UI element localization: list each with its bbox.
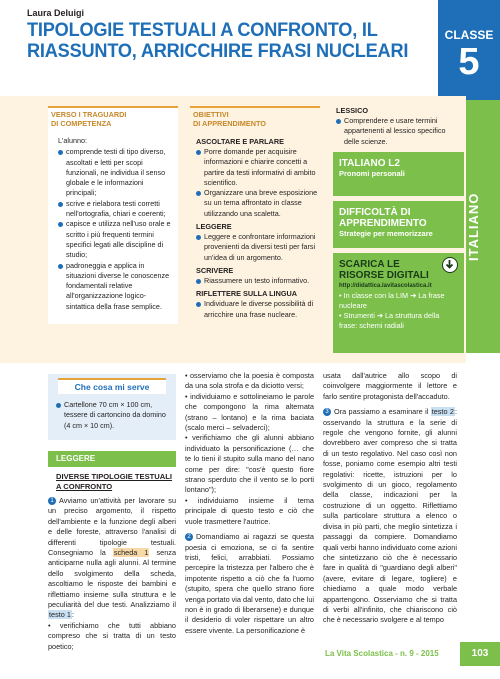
step-number: 1 xyxy=(48,497,56,505)
page-number: 103 xyxy=(460,642,500,666)
paragraph-text: senza anticiparne nulla agli alunni. Al termine dello svolgimento della scheda, ascoltiamo le risposte dei bambini e riflettiamo insieme sulla struttura e le peculiarità del due testi. Analizziamo il xyxy=(48,548,177,610)
traguardi-caption-line2: DI COMPETENZA xyxy=(51,119,112,128)
paragraph xyxy=(185,532,314,636)
italiano-l2-title: ITALIANO L2 xyxy=(339,158,400,169)
section-title-lessico: LESSICO xyxy=(336,106,369,115)
paragraph-text: Domandiamo ai ragazzi se questa poesia ci emoziona, se ci fa sentire tristi, felici, arrabbiati. Possiamo percepire la tristezza per l'albero che è impotente rispetto a ciò che fa l'uomo (stupito, spera che quello strano fiore venga portato via dal vento, dato che lui non è in grado di liberarsene) e dunque il desiderio di voler rispettare un altro essere vivente. La personificazione è xyxy=(185,532,314,635)
lessico-column xyxy=(330,103,460,147)
testo-reference: testo 1 xyxy=(49,610,71,620)
list-item: • osserviamo che la poesia è composta da una sola strofa e da diciotto versi; xyxy=(185,371,314,391)
traguardi-item: capisce e utilizza nell'uso orale e scritto i più frequenti termini specifici legati alle discipline di studio; xyxy=(58,219,172,260)
magazine-footer: La Vita Scolastica - n. 9 - 2015 xyxy=(325,649,439,658)
subject-label: ITALIANO xyxy=(466,192,481,261)
traguardi-caption-line1: VERSO I TRAGUARDI xyxy=(51,110,127,119)
serve-box xyxy=(48,374,176,440)
step-number: 3 xyxy=(323,408,331,416)
paragraph xyxy=(323,407,457,626)
scheda-reference: scheda 1 xyxy=(113,548,149,558)
lessico-item: Comprendere e usare termini appartenenti al lessico specifico delle scienze. xyxy=(336,116,456,147)
paragraph-text: usata dall'autrice allo scopo di coinvolgere maggiormente il lettore e farlo sentire protagonista dell'accaduto. xyxy=(323,371,457,401)
list-item-text: individuiamo e sottolineiamo le parole che compongono la rima alternata (strano – lontano) e la rima baciata (scalo merci – selvaderci); xyxy=(185,391,315,433)
list-item-text: individuiamo insieme il tema principale di questo testo e ciò che vuole trasmettere l'autrice. xyxy=(185,495,314,526)
middle-column xyxy=(185,371,314,636)
obiettivi-caption-line1: OBIETTIVI xyxy=(193,110,229,119)
risorse-item-strumenti-text: Strumenti ➔ La struttura della frase: schemi radiali xyxy=(339,311,440,330)
serve-item: Cartellone 70 cm × 100 cm, tessere di cartoncino da domino (4 cm × 10 cm). xyxy=(56,400,170,431)
risorse-item-lim[interactable]: • In classe con la LIM ➔ La frase nucleare xyxy=(339,291,445,310)
list-item-text: osserviamo che la poesia è composta da una sola strofa e da diciotto versi; xyxy=(185,371,314,391)
class-tab xyxy=(438,0,500,100)
risorse-digitali-box[interactable] xyxy=(333,253,464,353)
class-number: 5 xyxy=(458,41,480,83)
obiettivo-item: Porre domande per acquisire informazioni e chiarire concetti a partire da testi informativi di ambito scientifico. xyxy=(196,147,318,188)
risorse-url[interactable]: http://didattica.lavitascolastica.it xyxy=(339,283,432,289)
section-title-ascoltare: ASCOLTARE E PARLARE xyxy=(196,137,284,146)
risorse-item-lim-text: In classe con la LIM ➔ La frase nucleare xyxy=(339,291,445,310)
traguardi-intro: L'alunno: xyxy=(58,136,87,145)
list-item: • verifichiamo che tutti abbiano compreso che si tratta di un testo poetico; xyxy=(48,620,176,651)
list-item: • individuiamo e sottolineiamo le parole che compongono la rima alternata (strano – lontano) e la rima baciata (scalo merci – selvaderci); xyxy=(185,391,315,433)
traguardi-item: scrive e rielabora testi corretti nell'ortografia, chiari e coerenti; xyxy=(58,199,172,220)
step-number: 2 xyxy=(185,533,193,541)
paragraph-text: : xyxy=(71,610,74,620)
obiettivo-item: Organizzare una breve esposizione su un tema affrontato in classe utilizzando una scaletta. xyxy=(196,188,318,219)
leggere-subtitle-1: DIVERSE TIPOLOGIE TESTUALI xyxy=(56,472,173,481)
download-arrow-icon[interactable] xyxy=(442,257,458,273)
section-title-leggere: LEGGERE xyxy=(196,222,232,232)
obiettivi-column xyxy=(190,106,320,320)
obiettivo-item: Individuare le diverse possibilità di arricchire una frase nucleare. xyxy=(196,299,318,320)
obiettivi-caption-line2: DI APPRENDIMENTO xyxy=(193,119,266,128)
paragraph-text: Avviamo un'attività per lavorare su un preciso argomento, il rispetto dell'ambiente e la funzione degli alberi e delle foreste, attraverso l'analisi di differenti tipologie testuali. Consegniamo la xyxy=(48,496,176,558)
testo-reference: testo 2 xyxy=(431,407,454,417)
risorse-title-2: RISORSE DIGITALI xyxy=(339,270,429,281)
section-title-riflettere: RIFLETTERE SULLA LINGUA xyxy=(196,289,298,299)
leggere-label: LEGGERE xyxy=(48,451,176,467)
page-title: TIPOLOGIE TESTUALI A CONFRONTO, IL RIASSUNTO, ARRICCHIRE FRASI NUCLEARI xyxy=(27,19,409,62)
difficolta-subtitle: Strategie per memorizzare xyxy=(339,229,433,238)
serve-title: Che cosa mi serve xyxy=(58,378,166,394)
obiettivo-item: Leggere e confrontare informazioni provenienti da diversi testi per farsi un'idea di un argomento. xyxy=(196,232,318,263)
list-item: • verifichiamo che gli alunni abbiano individuato la personificazione (… che te lo tieni il stupito sulla mano del nano come per dire: "cos'è questo fiore strano sperduto che il vento se lo porti lontano"); xyxy=(185,433,314,495)
traguardi-item: padroneggia e applica in situazioni diverse le conoscenze fondamentali relative all'organizzazione logico-sintattica della frase semplice. xyxy=(58,261,172,312)
traguardi-column xyxy=(48,106,178,324)
right-column xyxy=(323,371,457,626)
leggere-text xyxy=(48,496,176,652)
italiano-l2-subtitle: Pronomi personali xyxy=(339,169,405,178)
obiettivi-caption xyxy=(190,106,320,130)
author-name: Laura Deluigi xyxy=(27,8,85,18)
difficolta-box[interactable] xyxy=(333,201,464,248)
class-label: CLASSE xyxy=(444,28,494,42)
paragraph-text: Ora passiamo a esaminare il xyxy=(334,407,431,417)
traguardi-item: comprende testi di tipo diverso, ascoltati e letti per scopi funzionali, ne individua il senso globale e le informazioni principali; xyxy=(58,147,172,198)
traguardi-caption xyxy=(48,106,178,130)
section-title-scrivere: SCRIVERE xyxy=(196,265,234,275)
obiettivo-item: Riassumere un testo informativo. xyxy=(196,276,318,286)
list-item-text: verifichiamo che tutti abbiano compreso che si tratta di un testo poetico; xyxy=(48,620,176,651)
list-item-text: verifichiamo che gli alunni abbiano individuato la personificazione (… che te lo tieni il stupito sulla mano del nano come per dire: "cos'è questo fiore strano sperduto che il vento se lo porti lontano"); xyxy=(185,433,314,495)
leggere-subtitle-2: A CONFRONTO xyxy=(56,481,113,491)
risorse-title-1: SCARICA LE xyxy=(339,259,400,270)
italiano-l2-box[interactable] xyxy=(333,152,464,196)
difficolta-title-1: DIFFICOLTÀ DI xyxy=(339,207,411,218)
list-item: • individuiamo insieme il tema principale di questo testo e ciò che vuole trasmettere l'autrice. xyxy=(185,495,314,526)
leggere-subtitle xyxy=(56,472,176,491)
difficolta-title-2: APPRENDIMENTO xyxy=(339,218,427,229)
paragraph-text: : osservando la struttura e la serie di regole che vengono fornite, gli alunni dovrebbero aver compreso che si tratta di un testo regolativo. Nel caso così non fosse, poniamo come esempio altri testi regolativi: ricette, istruzioni per lo svolgimento di un gioco, regolamento della classe, indicazioni per la costruzione di un oggetto. Riflettiamo sulla particolare struttura a elenco o divisa in più parti, che meglio sintetizza i passaggi da compiere. Domandiamo quali verbi hanno individuato come azioni che sintetizzano ciò che è necessario fare in qualità di "guardiano degli alberi" (avere, evitare di legare, togliere) e chiediamo a quale modo verbale appartengono. Osserviamo che si tratta di verbi all'infinito, che chiariscono ciò che è necessario svolgere e al tempo xyxy=(323,407,457,625)
risorse-item-strumenti[interactable]: • Strumenti ➔ La struttura della frase: schemi radiali xyxy=(339,311,440,330)
